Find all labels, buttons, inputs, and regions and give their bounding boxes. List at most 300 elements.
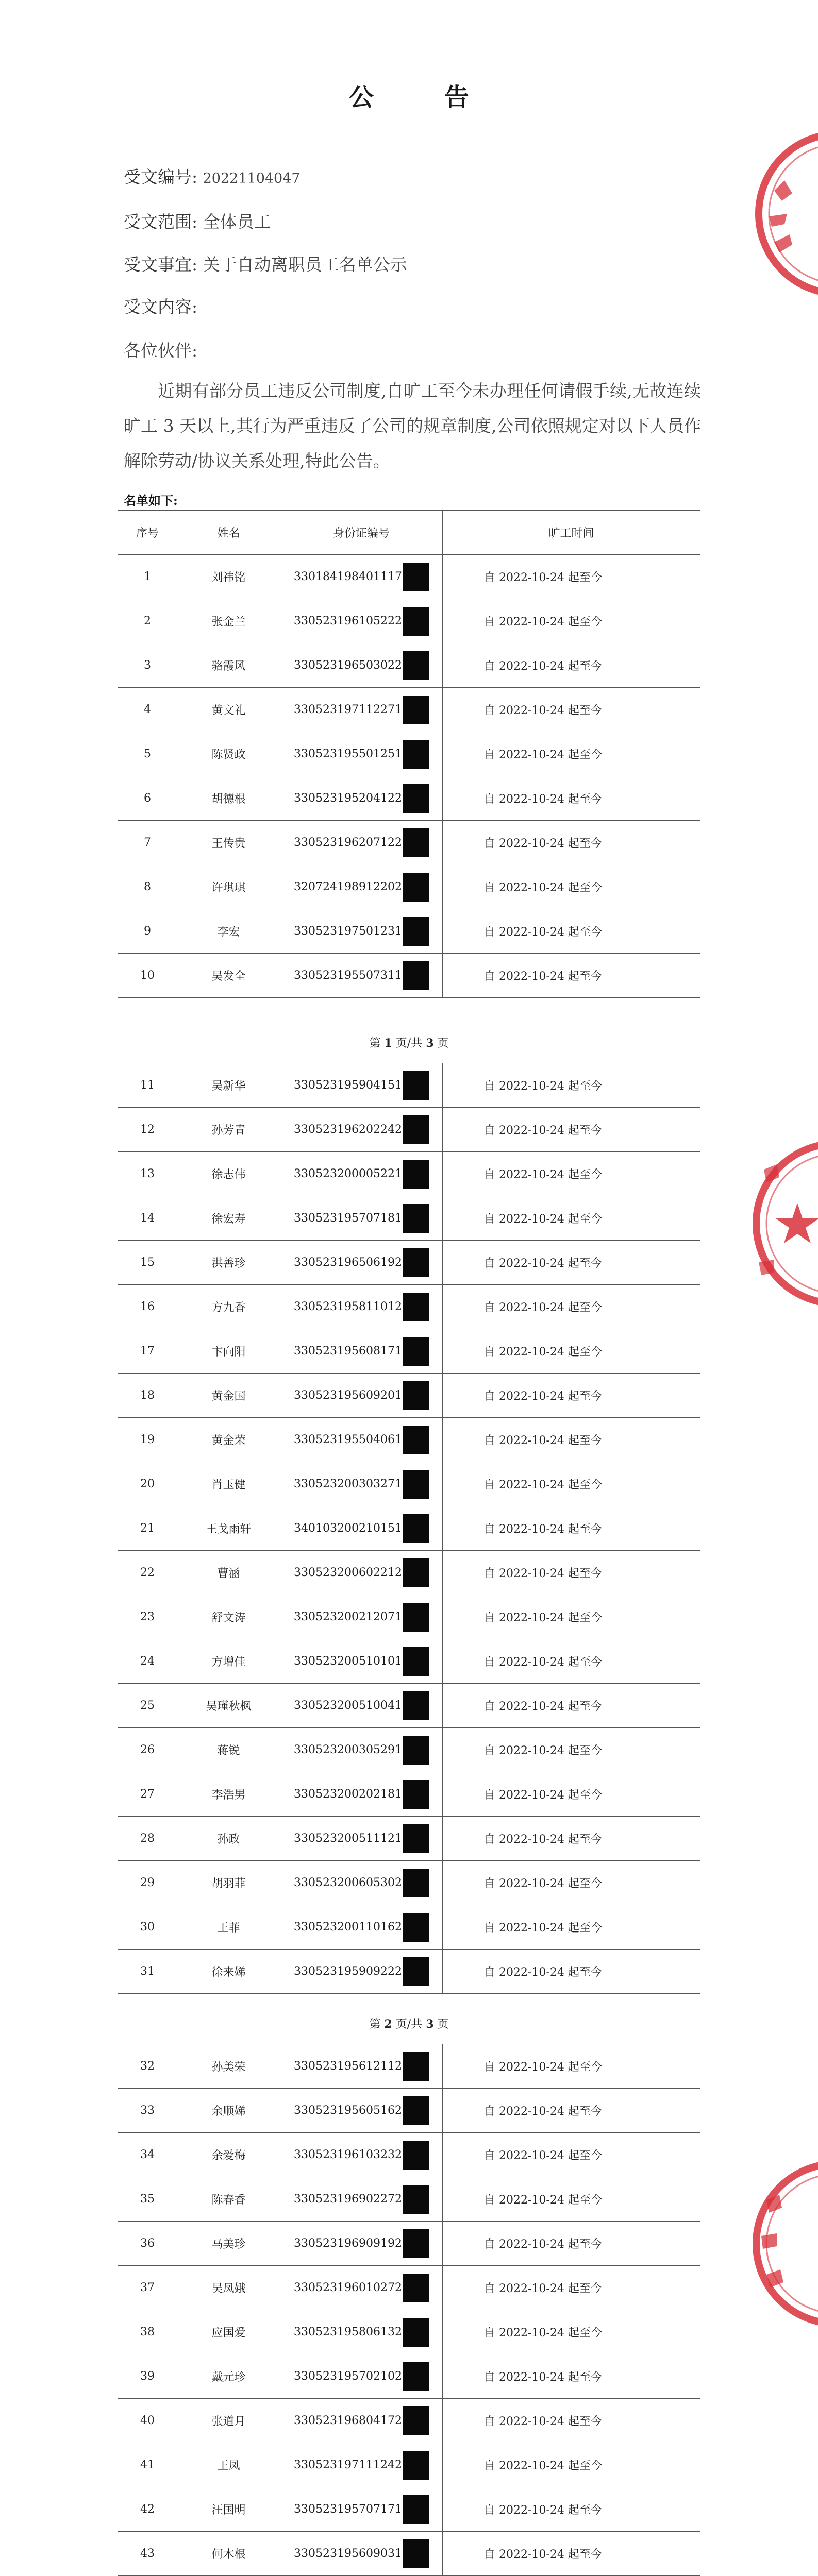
absence-time: 自 2022-10-24 起至今	[443, 1285, 700, 1329]
absence-time: 自 2022-10-24 起至今	[443, 2177, 700, 2222]
id-number-cell	[280, 1152, 443, 1196]
table-row	[118, 2044, 700, 2089]
employee-name: 李宏	[177, 909, 280, 954]
id-number: 330523200510041	[294, 1699, 402, 1712]
id-number: 330523196506192	[294, 1256, 402, 1269]
absence-time: 自 2022-10-24 起至今	[443, 1506, 700, 1551]
absence-time: 自 2022-10-24 起至今	[443, 2222, 700, 2266]
redaction-block	[403, 1558, 429, 1587]
table-row	[118, 1506, 700, 1551]
table-row	[118, 1817, 700, 1861]
employee-name: 胡羽菲	[177, 1861, 280, 1905]
row-number: 38	[118, 2310, 177, 2354]
employee-name: 王凤	[177, 2443, 280, 2487]
row-number: 13	[118, 1152, 177, 1196]
absence-time: 自 2022-10-24 起至今	[443, 599, 700, 643]
employee-name: 吴新华	[177, 1063, 280, 1108]
redaction-block	[403, 2451, 429, 2480]
absence-time: 自 2022-10-24 起至今	[443, 1462, 700, 1506]
employee-name: 方九香	[177, 1285, 280, 1329]
row-number: 40	[118, 2399, 177, 2443]
row-number: 27	[118, 1772, 177, 1817]
id-number-cell	[280, 2222, 443, 2266]
table-row	[118, 1639, 700, 1684]
employee-name: 王菲	[177, 1905, 280, 1950]
id-number-cell	[280, 2044, 443, 2089]
employee-name: 王戈雨轩	[177, 1506, 280, 1551]
table-row	[118, 1108, 700, 1152]
id-number-cell	[280, 1462, 443, 1506]
id-number: 330523200305291	[294, 1743, 402, 1756]
row-number: 35	[118, 2177, 177, 2222]
id-number: 330523195811012	[294, 1300, 402, 1313]
absence-time: 自 2022-10-24 起至今	[443, 821, 700, 865]
doc-number-value: 20221104047	[203, 171, 301, 187]
table-body	[118, 2044, 700, 2576]
table-row	[118, 1152, 700, 1196]
table-row	[118, 1418, 700, 1462]
redaction-block	[403, 2406, 429, 2435]
id-number-cell	[280, 688, 443, 732]
absence-time: 自 2022-10-24 起至今	[443, 1595, 700, 1639]
employee-name: 余顺娣	[177, 2089, 280, 2133]
subject-label: 受文事宜:	[124, 255, 198, 275]
id-number: 330523196503022	[294, 659, 402, 672]
table-row	[118, 865, 700, 909]
employee-name: 徐来娣	[177, 1950, 280, 1994]
redaction-block	[403, 2495, 429, 2524]
employee-name: 戴元珍	[177, 2354, 280, 2399]
row-number: 34	[118, 2133, 177, 2177]
id-number-cell	[280, 2487, 443, 2532]
id-number-cell	[280, 2532, 443, 2576]
row-number: 42	[118, 2487, 177, 2532]
absence-time: 自 2022-10-24 起至今	[443, 643, 700, 688]
absence-time: 自 2022-10-24 起至今	[443, 1905, 700, 1950]
absence-time: 自 2022-10-24 起至今	[443, 2266, 700, 2310]
table-row	[118, 2089, 700, 2133]
redaction-block	[403, 873, 429, 902]
id-number-cell	[280, 1817, 443, 1861]
absence-time: 自 2022-10-24 起至今	[443, 1108, 700, 1152]
id-number: 330184198401117	[294, 570, 402, 583]
table-row	[118, 1551, 700, 1595]
id-number-cell	[280, 2443, 443, 2487]
table-row	[118, 1329, 700, 1374]
id-number-cell	[280, 1108, 443, 1152]
employee-name: 汪国明	[177, 2487, 280, 2532]
redaction-block	[403, 917, 429, 946]
id-number-cell	[280, 2177, 443, 2222]
table-row	[118, 2487, 700, 2532]
row-number: 18	[118, 1374, 177, 1418]
subject-value: 关于自动离职员工名单公示	[203, 255, 407, 275]
row-number: 33	[118, 2089, 177, 2133]
redaction-block	[403, 651, 429, 680]
id-number: 330523200110162	[294, 1921, 402, 1934]
redaction-block	[403, 1337, 429, 1366]
id-number: 330523195909222	[294, 1965, 402, 1978]
header-absence-time: 旷工时间	[443, 511, 700, 555]
row-number: 29	[118, 1861, 177, 1905]
absence-time: 自 2022-10-24 起至今	[443, 1241, 700, 1285]
employee-name: 许琪琪	[177, 865, 280, 909]
id-number: 330523195904151	[294, 1079, 402, 1092]
scope-label: 受文范围:	[124, 212, 198, 232]
redaction-block	[403, 1293, 429, 1321]
greeting: 各位伙伴:	[124, 341, 198, 361]
id-number-cell	[280, 1285, 443, 1329]
redaction-block	[403, 607, 429, 636]
content-row	[124, 294, 197, 318]
id-number-cell	[280, 954, 443, 998]
table-row	[118, 909, 700, 954]
absence-time: 自 2022-10-24 起至今	[443, 1684, 700, 1728]
id-number: 330523195204122	[294, 792, 402, 805]
table-row	[118, 2443, 700, 2487]
row-number: 10	[118, 954, 177, 998]
page-footer-1: 第 1 页/共 3 页	[369, 1037, 449, 1050]
id-number-cell	[280, 2399, 443, 2443]
row-number: 23	[118, 1595, 177, 1639]
redaction-block	[403, 2096, 429, 2125]
redaction-block	[403, 1691, 429, 1720]
id-number-cell	[280, 1772, 443, 1817]
table-row	[118, 821, 700, 865]
table-row	[118, 1950, 700, 1994]
absence-time: 自 2022-10-24 起至今	[443, 1861, 700, 1905]
id-number: 330523195612112	[294, 2060, 402, 2073]
absence-time: 自 2022-10-24 起至今	[443, 732, 700, 776]
absence-time: 自 2022-10-24 起至今	[443, 2532, 700, 2576]
absence-time: 自 2022-10-24 起至今	[443, 1817, 700, 1861]
row-number: 24	[118, 1639, 177, 1684]
id-number: 330523197112271	[294, 703, 402, 716]
table-row	[118, 954, 700, 998]
absence-time: 自 2022-10-24 起至今	[443, 688, 700, 732]
company-seal-partial-top	[754, 129, 818, 299]
roster-table-page-3	[118, 2044, 700, 2576]
redaction-block	[403, 1957, 429, 1986]
table-row	[118, 688, 700, 732]
id-number: 330523196103232	[294, 2148, 402, 2161]
redaction-block	[403, 1426, 429, 1454]
id-number: 330523196902272	[294, 2193, 402, 2206]
id-number-cell	[280, 732, 443, 776]
absence-time: 自 2022-10-24 起至今	[443, 1728, 700, 1772]
id-number: 330523195806132	[294, 2326, 402, 2338]
employee-name: 余爱梅	[177, 2133, 280, 2177]
absence-time: 自 2022-10-24 起至今	[443, 2443, 700, 2487]
table-row	[118, 1196, 700, 1241]
id-number-cell	[280, 1196, 443, 1241]
employee-name: 骆霞风	[177, 643, 280, 688]
row-number: 31	[118, 1950, 177, 1994]
redaction-block	[403, 1780, 429, 1809]
row-number: 11	[118, 1063, 177, 1108]
id-number-cell	[280, 1595, 443, 1639]
table-row	[118, 1595, 700, 1639]
absence-time: 自 2022-10-24 起至今	[443, 1152, 700, 1196]
id-number: 330523197501231	[294, 925, 402, 938]
redaction-block	[403, 2185, 429, 2214]
id-number-cell	[280, 821, 443, 865]
row-number: 12	[118, 1108, 177, 1152]
table-row	[118, 643, 700, 688]
id-number-cell	[280, 1728, 443, 1772]
company-seal-partial-lower	[748, 2159, 818, 2329]
scope-row	[124, 209, 271, 233]
row-number: 41	[118, 2443, 177, 2487]
table-row	[118, 2399, 700, 2443]
redaction-block	[403, 1160, 429, 1189]
employee-name: 蒋锐	[177, 1728, 280, 1772]
absence-time: 自 2022-10-24 起至今	[443, 2310, 700, 2354]
table-row	[118, 555, 700, 599]
id-number-cell	[280, 1551, 443, 1595]
absence-time: 自 2022-10-24 起至今	[443, 2399, 700, 2443]
employee-name: 胡德根	[177, 776, 280, 821]
redaction-block	[403, 1603, 429, 1632]
absence-time: 自 2022-10-24 起至今	[443, 2487, 700, 2532]
table-row	[118, 599, 700, 643]
table-row	[118, 732, 700, 776]
company-seal-partial-middle	[748, 1139, 818, 1309]
table-row	[118, 1462, 700, 1506]
row-number: 2	[118, 599, 177, 643]
table-row	[118, 2133, 700, 2177]
id-number-cell	[280, 555, 443, 599]
table-row	[118, 1241, 700, 1285]
absence-time: 自 2022-10-24 起至今	[443, 1418, 700, 1462]
id-number: 330523195707181	[294, 1212, 402, 1225]
row-number: 25	[118, 1684, 177, 1728]
id-number-cell	[280, 1905, 443, 1950]
id-number-cell	[280, 1063, 443, 1108]
table-row	[118, 2354, 700, 2399]
row-number: 15	[118, 1241, 177, 1285]
table-row	[118, 2266, 700, 2310]
redaction-block	[403, 2362, 429, 2391]
employee-name: 洪善珍	[177, 1241, 280, 1285]
redaction-block	[403, 740, 429, 769]
employee-name: 吴瑾秋枫	[177, 1684, 280, 1728]
doc-number-row	[124, 164, 301, 188]
roster-table-page-2	[118, 1063, 700, 1994]
redaction-block	[403, 1647, 429, 1676]
absence-time: 自 2022-10-24 起至今	[443, 1196, 700, 1241]
subject-row	[124, 251, 407, 276]
employee-name: 陈贤政	[177, 732, 280, 776]
id-number-cell	[280, 2354, 443, 2399]
id-number-cell	[280, 643, 443, 688]
employee-name: 黄文礼	[177, 688, 280, 732]
id-number-cell	[280, 1506, 443, 1551]
employee-name: 孙政	[177, 1817, 280, 1861]
id-number: 340103200210151	[294, 1522, 402, 1535]
notice-title: 公 告	[349, 83, 500, 112]
employee-name: 陈春香	[177, 2177, 280, 2222]
redaction-block	[403, 961, 429, 990]
redaction-block	[403, 1204, 429, 1233]
id-number-cell	[280, 776, 443, 821]
id-number-cell	[280, 1329, 443, 1374]
redaction-block	[403, 828, 429, 857]
employee-name: 吴发全	[177, 954, 280, 998]
id-number: 330523195609201	[294, 1389, 402, 1402]
id-number-cell	[280, 2310, 443, 2354]
row-number: 32	[118, 2044, 177, 2089]
row-number: 9	[118, 909, 177, 954]
row-number: 6	[118, 776, 177, 821]
table-row	[118, 1374, 700, 1418]
employee-name: 应国爱	[177, 2310, 280, 2354]
table-row	[118, 1772, 700, 1817]
row-number: 5	[118, 732, 177, 776]
employee-name: 黄金荣	[177, 1418, 280, 1462]
employee-name: 马美珍	[177, 2222, 280, 2266]
header-number: 序号	[118, 511, 177, 555]
row-number: 1	[118, 555, 177, 599]
table-row	[118, 2222, 700, 2266]
row-number: 3	[118, 643, 177, 688]
table-row	[118, 1285, 700, 1329]
absence-time: 自 2022-10-24 起至今	[443, 1772, 700, 1817]
id-number: 330523197111242	[294, 2459, 402, 2471]
row-number: 8	[118, 865, 177, 909]
id-number: 330523195608171	[294, 1345, 402, 1358]
table-row	[118, 1684, 700, 1728]
redaction-block	[403, 2274, 429, 2302]
redaction-block	[403, 2318, 429, 2347]
row-number: 7	[118, 821, 177, 865]
roster-table-page-1	[118, 510, 700, 998]
row-number: 22	[118, 1551, 177, 1595]
doc-number-label: 受文编号:	[124, 167, 198, 187]
employee-name: 肖玉健	[177, 1462, 280, 1506]
table-body	[118, 1063, 700, 1994]
id-number-cell	[280, 1861, 443, 1905]
employee-name: 张道月	[177, 2399, 280, 2443]
absence-time: 自 2022-10-24 起至今	[443, 2354, 700, 2399]
absence-time: 自 2022-10-24 起至今	[443, 909, 700, 954]
id-number: 320724198912202	[294, 880, 402, 893]
employee-name: 方增佳	[177, 1639, 280, 1684]
redaction-block	[403, 784, 429, 813]
row-number: 20	[118, 1462, 177, 1506]
id-number: 330523196909192	[294, 2237, 402, 2250]
redaction-block	[403, 1824, 429, 1853]
row-number: 21	[118, 1506, 177, 1551]
employee-name: 李浩男	[177, 1772, 280, 1817]
absence-time: 自 2022-10-24 起至今	[443, 1950, 700, 1994]
scope-value: 全体员工	[203, 212, 271, 232]
absence-time: 自 2022-10-24 起至今	[443, 2133, 700, 2177]
id-number-cell	[280, 2133, 443, 2177]
id-number: 330523200605302	[294, 1876, 402, 1889]
id-number: 330523200005221	[294, 1167, 402, 1180]
row-number: 30	[118, 1905, 177, 1950]
redaction-block	[403, 1381, 429, 1410]
redaction-block	[403, 2229, 429, 2258]
id-number: 330523195609031	[294, 2547, 402, 2560]
employee-name: 刘祎铭	[177, 555, 280, 599]
id-number-cell	[280, 865, 443, 909]
employee-name: 舒文涛	[177, 1595, 280, 1639]
header-id: 身份证编号	[280, 511, 443, 555]
row-number: 37	[118, 2266, 177, 2310]
redaction-block	[403, 1071, 429, 1100]
absence-time: 自 2022-10-24 起至今	[443, 2089, 700, 2133]
table-row	[118, 2310, 700, 2354]
id-number: 330523196010272	[294, 2281, 402, 2294]
employee-name: 徐宏寿	[177, 1196, 280, 1241]
id-number-cell	[280, 909, 443, 954]
row-number: 36	[118, 2222, 177, 2266]
redaction-block	[403, 1514, 429, 1543]
employee-name: 黄金国	[177, 1374, 280, 1418]
id-number-cell	[280, 1639, 443, 1684]
table-row	[118, 1063, 700, 1108]
absence-time: 自 2022-10-24 起至今	[443, 1374, 700, 1418]
table-row	[118, 1861, 700, 1905]
table-row	[118, 1905, 700, 1950]
redaction-block	[403, 563, 429, 591]
id-number: 330523195707171	[294, 2503, 402, 2516]
redaction-block	[403, 1913, 429, 1942]
row-number: 28	[118, 1817, 177, 1861]
id-number: 330523200202181	[294, 1788, 402, 1801]
employee-name: 吴凤娥	[177, 2266, 280, 2310]
absence-time: 自 2022-10-24 起至今	[443, 954, 700, 998]
employee-name: 张金兰	[177, 599, 280, 643]
employee-name: 卞向阳	[177, 1329, 280, 1374]
row-number: 43	[118, 2532, 177, 2576]
notice-body: 近期有部分员工违反公司制度,自旷工至今未办理任何请假手续,无故连续旷工 3 天以上,其行为严重违反了公司的规章制度,公司依照规定对以下人员作解除劳动/协议关系处理,特此公告。	[124, 381, 701, 471]
row-number: 19	[118, 1418, 177, 1462]
redaction-block	[403, 2052, 429, 2081]
id-number: 330523196105222	[294, 615, 402, 628]
id-number-cell	[280, 1241, 443, 1285]
absence-time: 自 2022-10-24 起至今	[443, 1063, 700, 1108]
redaction-block	[403, 2539, 429, 2568]
table-header-row	[118, 511, 700, 555]
id-number: 330523196804172	[294, 2414, 402, 2427]
row-number: 14	[118, 1196, 177, 1241]
id-number-cell	[280, 1684, 443, 1728]
content-label: 受文内容:	[124, 297, 198, 317]
redaction-block	[403, 2141, 429, 2170]
id-number: 330523196202242	[294, 1123, 402, 1136]
id-number: 330523200510101	[294, 1655, 402, 1668]
redaction-block	[403, 1248, 429, 1277]
table-row	[118, 2532, 700, 2576]
table-row	[118, 776, 700, 821]
redaction-block	[403, 696, 429, 724]
absence-time: 自 2022-10-24 起至今	[443, 865, 700, 909]
id-number-cell	[280, 2089, 443, 2133]
absence-time: 自 2022-10-24 起至今	[443, 555, 700, 599]
table-body	[118, 555, 700, 998]
employee-name: 孙美荣	[177, 2044, 280, 2089]
absence-time: 自 2022-10-24 起至今	[443, 2044, 700, 2089]
employee-name: 徐志伟	[177, 1152, 280, 1196]
row-number: 39	[118, 2354, 177, 2399]
row-number: 26	[118, 1728, 177, 1772]
redaction-block	[403, 1470, 429, 1499]
id-number: 330523200511121	[294, 1832, 402, 1845]
row-number: 17	[118, 1329, 177, 1374]
